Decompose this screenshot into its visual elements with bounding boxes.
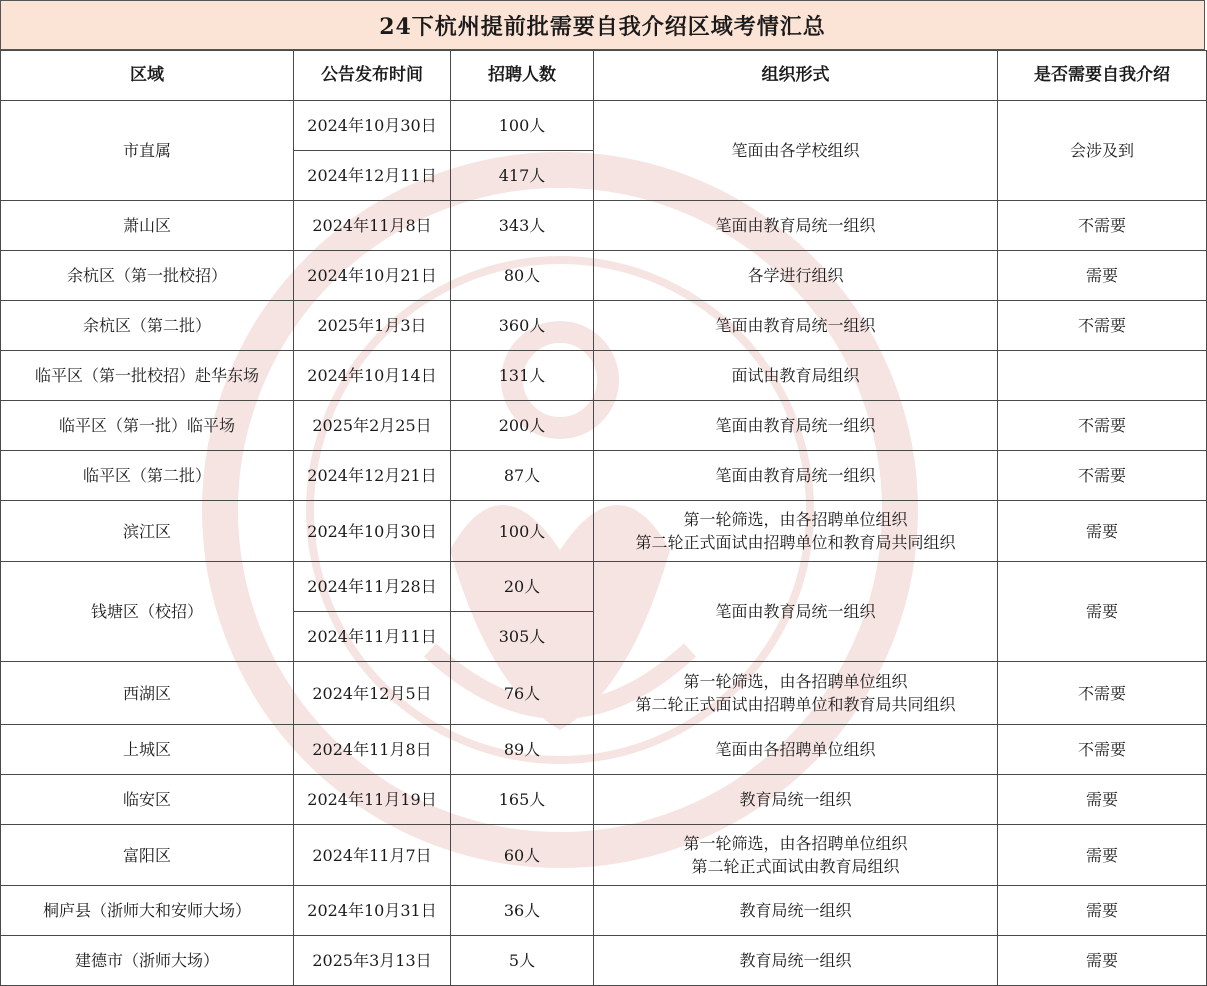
- cell-date: 2024年11月28日: [294, 562, 451, 612]
- cell-region: 西湖区: [1, 662, 294, 725]
- cell-count: 87人: [451, 451, 594, 501]
- cell-region: 余杭区（第二批）: [1, 301, 294, 351]
- table-row: [1, 201, 1207, 251]
- table-row: [1, 451, 1207, 501]
- cell-count: 89人: [451, 725, 594, 775]
- cell-form: 各学进行组织: [594, 251, 998, 301]
- form-line-2: 第二轮正式面试由教育局组织: [691, 857, 900, 876]
- cell-count: 200人: [451, 401, 594, 451]
- cell-region: 临安区: [1, 775, 294, 825]
- cell-form: 笔面由各招聘单位组织: [594, 725, 998, 775]
- form-line-1: 第一轮筛选，由各招聘单位组织: [683, 510, 908, 529]
- table-row: [1, 562, 1207, 612]
- cell-count: 131人: [451, 351, 594, 401]
- cell-intro: 不需要: [998, 401, 1207, 451]
- cell-date: 2024年10月30日: [294, 101, 451, 151]
- cell-count: 100人: [451, 101, 594, 151]
- cell-intro: 需要: [998, 825, 1207, 886]
- cell-date: 2024年10月21日: [294, 251, 451, 301]
- table-row: [1, 101, 1207, 151]
- header-date: 公告发布时间: [294, 51, 451, 101]
- cell-count: 76人: [451, 662, 594, 725]
- cell-intro: 不需要: [998, 301, 1207, 351]
- cell-date: 2024年11月11日: [294, 612, 451, 662]
- cell-date: 2024年11月8日: [294, 725, 451, 775]
- summary-table: [0, 50, 1207, 986]
- cell-date: 2024年11月8日: [294, 201, 451, 251]
- cell-intro: 不需要: [998, 451, 1207, 501]
- cell-date: 2025年2月25日: [294, 401, 451, 451]
- cell-date: 2025年1月3日: [294, 301, 451, 351]
- cell-date: 2024年10月14日: [294, 351, 451, 401]
- cell-intro: 需要: [998, 501, 1207, 562]
- cell-date: 2024年10月30日: [294, 501, 451, 562]
- form-line-2: 第二轮正式面试由招聘单位和教育局共同组织: [635, 533, 956, 552]
- cell-region: 桐庐县（浙师大和安师大场）: [1, 886, 294, 936]
- cell-intro: 不需要: [998, 201, 1207, 251]
- table-row: [1, 662, 1207, 725]
- cell-intro: 需要: [998, 775, 1207, 825]
- cell-count: 165人: [451, 775, 594, 825]
- cell-form: 教育局统一组织: [594, 936, 998, 986]
- cell-count: 60人: [451, 825, 594, 886]
- cell-date: 2024年12月11日: [294, 151, 451, 201]
- cell-form: [594, 662, 998, 725]
- cell-form: [594, 501, 998, 562]
- cell-count: 417人: [451, 151, 594, 201]
- cell-intro: 需要: [998, 936, 1207, 986]
- cell-count: 360人: [451, 301, 594, 351]
- cell-region: 滨江区: [1, 501, 294, 562]
- cell-intro: 需要: [998, 886, 1207, 936]
- cell-date: 2024年11月19日: [294, 775, 451, 825]
- table-row: [1, 401, 1207, 451]
- header-region: 区域: [1, 51, 294, 101]
- cell-count: 305人: [451, 612, 594, 662]
- cell-form: 笔面由教育局统一组织: [594, 562, 998, 662]
- cell-region: 临平区（第一批校招）赴华东场: [1, 351, 294, 401]
- table-row: [1, 936, 1207, 986]
- cell-count: 80人: [451, 251, 594, 301]
- cell-count: 5人: [451, 936, 594, 986]
- table-row: [1, 886, 1207, 936]
- cell-date: 2024年10月31日: [294, 886, 451, 936]
- cell-form: 面试由教育局组织: [594, 351, 998, 401]
- cell-form: 教育局统一组织: [594, 886, 998, 936]
- cell-intro: 不需要: [998, 662, 1207, 725]
- table-row: [1, 775, 1207, 825]
- table-row: [1, 825, 1207, 886]
- cell-region: 萧山区: [1, 201, 294, 251]
- cell-intro: 会涉及到: [998, 101, 1207, 201]
- cell-region: 临平区（第二批）: [1, 451, 294, 501]
- cell-form: 笔面由教育局统一组织: [594, 401, 998, 451]
- header-row: [1, 51, 1207, 101]
- cell-intro: [998, 351, 1207, 401]
- header-intro: 是否需要自我介绍: [998, 51, 1207, 101]
- table-row: [1, 251, 1207, 301]
- cell-region: 上城区: [1, 725, 294, 775]
- cell-date: 2024年11月7日: [294, 825, 451, 886]
- cell-count: 343人: [451, 201, 594, 251]
- table-row: [1, 501, 1207, 562]
- form-line-1: 第一轮筛选，由各招聘单位组织: [683, 834, 908, 853]
- cell-date: 2025年3月13日: [294, 936, 451, 986]
- cell-form: 笔面由教育局统一组织: [594, 201, 998, 251]
- cell-intro: 需要: [998, 562, 1207, 662]
- cell-form: 笔面由教育局统一组织: [594, 451, 998, 501]
- cell-form: 笔面由各学校组织: [594, 101, 998, 201]
- sheet-title: 24下杭州提前批需要自我介绍区域考情汇总: [0, 0, 1205, 50]
- cell-form: 教育局统一组织: [594, 775, 998, 825]
- cell-region: 建德市（浙师大场）: [1, 936, 294, 986]
- header-count: 招聘人数: [451, 51, 594, 101]
- cell-count: 20人: [451, 562, 594, 612]
- header-form: 组织形式: [594, 51, 998, 101]
- table-row: [1, 301, 1207, 351]
- form-line-1: 第一轮筛选，由各招聘单位组织: [683, 672, 908, 691]
- cell-count: 100人: [451, 501, 594, 562]
- cell-region: 余杭区（第一批校招）: [1, 251, 294, 301]
- cell-intro: 需要: [998, 251, 1207, 301]
- cell-region: 临平区（第一批）临平场: [1, 401, 294, 451]
- cell-region: 市直属: [1, 101, 294, 201]
- cell-date: 2024年12月21日: [294, 451, 451, 501]
- form-line-2: 第二轮正式面试由招聘单位和教育局共同组织: [635, 695, 956, 714]
- cell-count: 36人: [451, 886, 594, 936]
- table-row: [1, 725, 1207, 775]
- cell-intro: 不需要: [998, 725, 1207, 775]
- cell-form: [594, 825, 998, 886]
- cell-region: 富阳区: [1, 825, 294, 886]
- cell-form: 笔面由教育局统一组织: [594, 301, 998, 351]
- table-row: [1, 351, 1207, 401]
- cell-date: 2024年12月5日: [294, 662, 451, 725]
- cell-region: 钱塘区（校招）: [1, 562, 294, 662]
